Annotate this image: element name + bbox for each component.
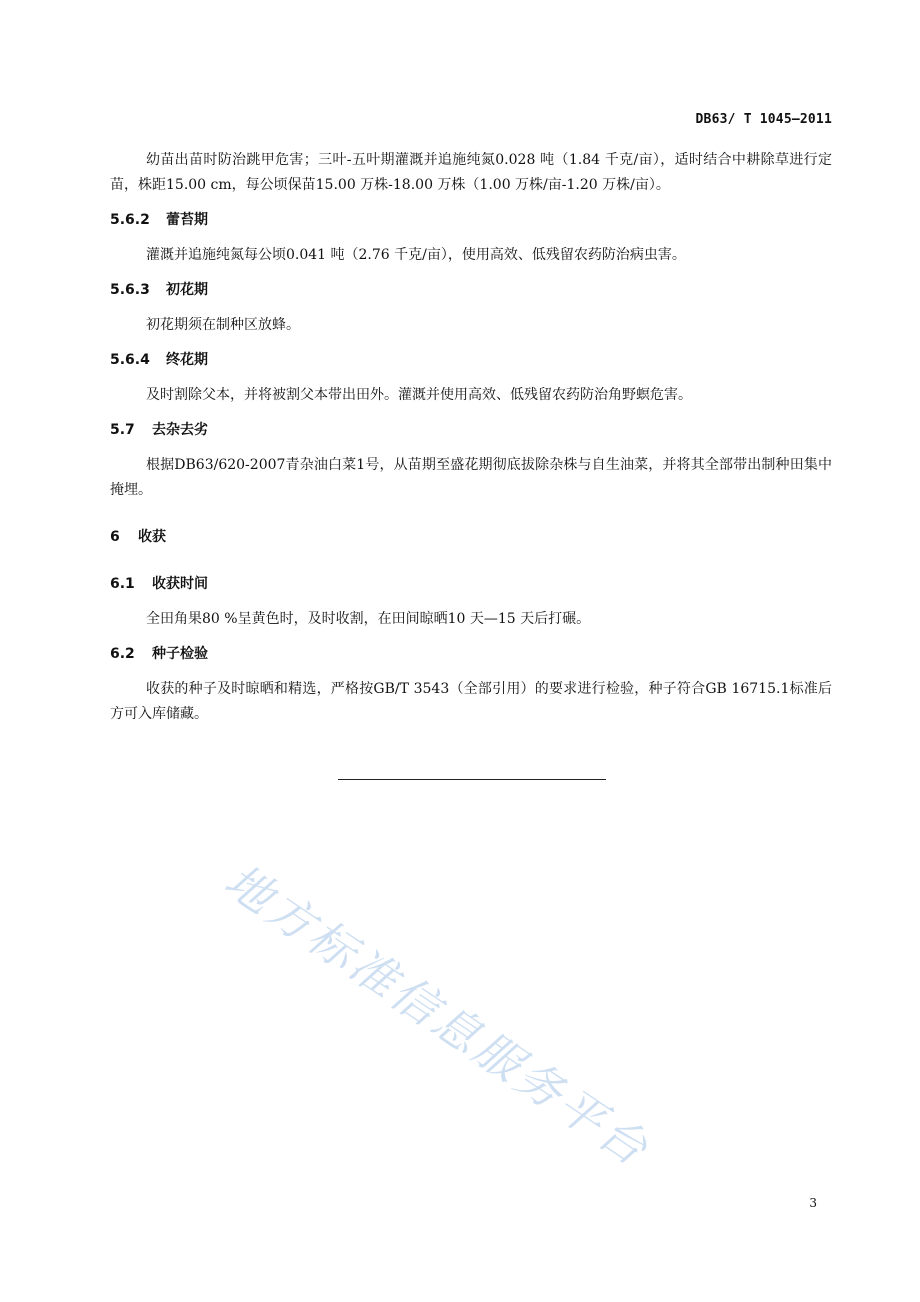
document-code: DB63/ T 1045—2011 <box>695 112 832 127</box>
heading-6 <box>110 525 832 550</box>
watermark-text: 地方标准信息服务平台 <box>215 853 660 1178</box>
heading-number: 5.7 <box>110 422 135 438</box>
heading-title: 收获时间 <box>152 576 208 592</box>
heading-6-2 <box>110 642 832 667</box>
heading-number: 5.6.3 <box>110 282 150 298</box>
paragraph-bolting: 灌溉并追施纯氮每公顷0.041 吨（2.76 千克/亩），使用高效、低残留农药防治病虫害。 <box>146 247 686 263</box>
document-body <box>110 148 832 727</box>
paragraph-early-flowering: 初花期须在制种区放蜂。 <box>146 317 300 333</box>
paragraph-harvest-time: 全田角果80 %呈黄色时，及时收割，在田间晾晒10 天—15 天后打碾。 <box>146 611 591 627</box>
heading-title: 终花期 <box>166 352 208 368</box>
heading-number: 6.1 <box>110 576 135 592</box>
heading-5-6-4 <box>110 348 832 373</box>
paragraph-roguing: 根据DB63/620-2007青杂油白菜1号，从苗期至盛花期彻底拔除杂株与自生油菜，并将其全部带出制种田集中掩埋。 <box>110 457 832 498</box>
heading-number: 6 <box>110 529 120 545</box>
heading-title: 蕾苔期 <box>166 212 208 228</box>
paragraph-late-flowering: 及时割除父本，并将被割父本带出田外。灌溉并使用高效、低残留农药防治角野螟危害。 <box>146 387 692 403</box>
heading-title: 去杂去劣 <box>152 422 208 438</box>
heading-title: 种子检验 <box>152 646 208 662</box>
heading-5-7 <box>110 418 832 443</box>
heading-6-1 <box>110 572 832 597</box>
paragraph-seedling: 幼苗出苗时防治跳甲危害；三叶-五叶期灌溉并追施纯氮0.028 吨（1.84 千克/亩），适时结合中耕除草进行定苗，株距15.00 cm，每公顷保苗15.00 万株-18.00 万株（1.00 万株/亩-1.20 万株/亩）。 <box>110 152 832 193</box>
page-number: 3 <box>809 1196 817 1210</box>
end-of-document-rule <box>338 779 606 780</box>
heading-title: 初花期 <box>166 282 208 298</box>
heading-5-6-2 <box>110 208 832 233</box>
heading-5-6-3 <box>110 278 832 303</box>
heading-number: 5.6.2 <box>110 212 150 228</box>
heading-title: 收获 <box>138 529 166 545</box>
paragraph-seed-testing: 收获的种子及时晾晒和精选，严格按GB/T 3543（全部引用）的要求进行检验，种子符合GB 16715.1标准后方可入库储藏。 <box>110 681 832 722</box>
heading-number: 6.2 <box>110 646 135 662</box>
heading-number: 5.6.4 <box>110 352 150 368</box>
